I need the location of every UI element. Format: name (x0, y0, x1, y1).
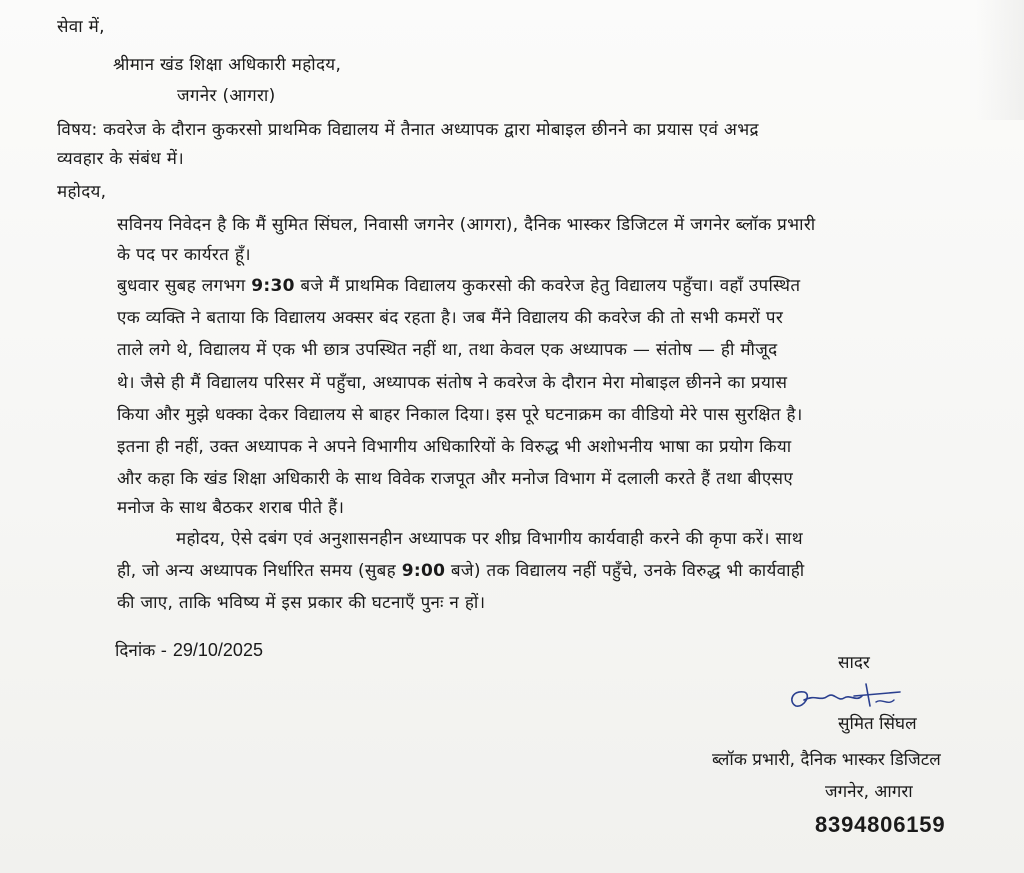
greeting: महोदय, (57, 182, 107, 202)
para2-line-6: इतना ही नहीं, उक्त अध्यापक ने अपने विभागीय अधिकारियों के विरुद्ध भी अशोभनीय भाषा का प्रयोग किया (117, 437, 792, 457)
para2-line-1-post: बजे मैं प्राथमिक विद्यालय कुकरसो की कवरेज हेतु विद्यालय पहुँचा। वहाँ उपस्थित (294, 276, 801, 296)
recipient-place: जगनेर (आगरा) (177, 86, 276, 106)
para3-line-1: महोदय, ऐसे दबंग एवं अनुशासनहीन अध्यापक पर शीघ्र विभागीय कार्यवाही करने की कृपा करें। साथ (176, 529, 803, 549)
recipient-title: श्रीमान खंड शिक्षा अधिकारी महोदय, (113, 55, 342, 75)
time-930: 9:30 (251, 276, 295, 296)
subject-line-2: व्यवहार के संबंध में। (57, 149, 184, 169)
para1-line-1: सविनय निवेदन है कि मैं सुमित सिंघल, निवासी जगनेर (आगरा), दैनिक भास्कर डिजिटल में जगनेर ब्लॉक प्रभारी (117, 215, 816, 235)
sender-phone: 8394806159 (815, 812, 946, 837)
date-value: 29/10/2025 (172, 640, 263, 660)
para1-line-2: के पद पर कार्यरत हूँ। (117, 245, 251, 265)
subject-line-1: विषय: कवरेज के दौरान कुकरसो प्राथमिक विद्यालय में तैनात अध्यापक द्वारा मोबाइल छीनने का प्रयास एवं अभद्र (57, 120, 759, 140)
para2-line-8: मनोज के साथ बैठकर शराब पीते हैं। (117, 498, 345, 518)
sender-designation: ब्लॉक प्रभारी, दैनिक भास्कर डिजिटल (712, 750, 941, 770)
para3-line-2-pre: ही, जो अन्य अध्यापक निर्धारित समय (सुबह (117, 561, 402, 581)
sender-name: सुमित सिंघल (838, 714, 917, 734)
para3-line-2 (117, 560, 805, 582)
closing-word: सादर (838, 653, 870, 673)
para3-line-2-post: बजे) तक विद्यालय नहीं पहुँचे, उनके विरुद्ध भी कार्यवाही (445, 561, 805, 581)
para3-line-3: की जाए, ताकि भविष्य में इस प्रकार की घटनाएँ पुनः न हों। (117, 593, 486, 613)
sender-place: जगनेर, आगरा (825, 782, 913, 802)
time-900: 9:00 (401, 561, 446, 581)
para2-line-3: ताले लगे थे, विद्यालय में एक भी छात्र उपस्थित नहीं था, तथा केवल एक अध्यापक — संतोष — ही मौजूद (117, 340, 778, 360)
para2-line-1 (117, 275, 800, 297)
salutation-to: सेवा में, (57, 17, 105, 37)
para2-line-5: किया और मुझे धक्का देकर विद्यालय से बाहर निकाल दिया। इस पूरे घटनाक्रम का वीडियो मेरे पास सुरक्षित है। (117, 405, 803, 425)
para2-line-1-pre: बुधवार सुबह लगभग (117, 276, 252, 296)
date-label: दिनांक - (115, 641, 167, 661)
para2-line-2: एक व्यक्ति ने बताया कि विद्यालय अक्सर बंद रहता है। जब मैंने विद्यालय की कवरेज की तो सभी कमरों पर (117, 308, 784, 328)
date-line (115, 639, 263, 662)
para2-line-4: थे। जैसे ही मैं विद्यालय परिसर में पहुँचा, अध्यापक संतोष ने कवरेज के दौरान मेरा मोबाइल छीनने का प्रयास (117, 373, 788, 393)
paper-fold-shadow (976, 0, 1024, 120)
para2-line-7: और कहा कि खंड शिक्षा अधिकारी के साथ विवेक राजपूत और मनोज विभाग में दलाली करते हैं तथा बीएसए (117, 469, 794, 489)
